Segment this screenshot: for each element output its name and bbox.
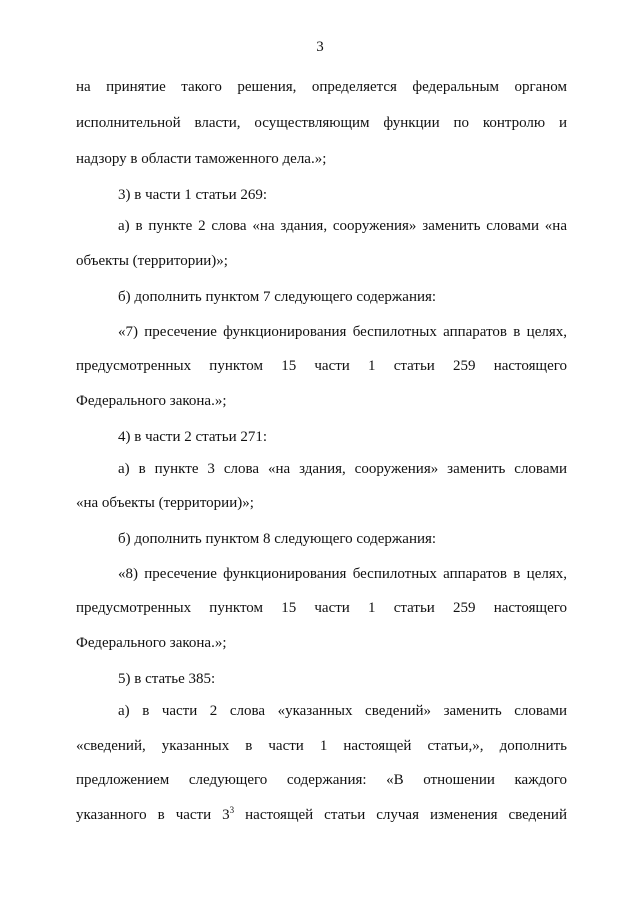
text-line: б) дополнить пунктом 8 следующего содержания: bbox=[118, 531, 437, 547]
list-item-heading: 4) в части 2 статьи 271: bbox=[118, 429, 268, 445]
text-line: исполнительной власти, осуществляющим функции по контролю и bbox=[76, 115, 567, 131]
text-line: «на объекты (территории)»; bbox=[76, 495, 254, 511]
text-line: а) в пункте 3 слова «на здания, сооружения» заменить словами bbox=[118, 461, 567, 477]
list-item-heading: 5) в статье 385: bbox=[118, 671, 216, 687]
text-line: предусмотренных пунктом 15 части 1 статьи 259 настоящего bbox=[76, 358, 567, 374]
text-line: Федерального закона.»; bbox=[76, 393, 227, 409]
superscript: 3 bbox=[229, 805, 235, 815]
text-line: предусмотренных пунктом 15 части 1 статьи 259 настоящего bbox=[76, 600, 567, 616]
text-line: «сведений, указанных в части 1 настоящей статьи,», дополнить bbox=[76, 738, 567, 754]
text-line: б) дополнить пунктом 7 следующего содержания: bbox=[118, 289, 437, 305]
text-line: «8) пресечение функционирования беспилотных аппаратов в целях, bbox=[118, 566, 567, 582]
text-line bbox=[76, 806, 567, 824]
page-number: 3 bbox=[316, 39, 324, 55]
text-fragment: указанного в части 3 bbox=[76, 807, 230, 823]
text-line: а) в пункте 2 слова «на здания, сооружения» заменить словами «на bbox=[118, 218, 567, 234]
text-line: предложением следующего содержания: «В отношении каждого bbox=[76, 772, 567, 788]
list-item-heading: 3) в части 1 статьи 269: bbox=[118, 187, 268, 203]
text-line: Федерального закона.»; bbox=[76, 635, 227, 651]
text-fragment: настоящей статьи случая изменения сведений bbox=[234, 807, 567, 823]
text-line: объекты (территории)»; bbox=[76, 253, 228, 269]
text-line: на принятие такого решения, определяется федеральным органом bbox=[76, 79, 567, 95]
text-line: а) в части 2 слова «указанных сведений» заменить словами bbox=[118, 703, 567, 719]
text-line: надзору в области таможенного дела.»; bbox=[76, 151, 327, 167]
text-line: «7) пресечение функционирования беспилотных аппаратов в целях, bbox=[118, 324, 567, 340]
